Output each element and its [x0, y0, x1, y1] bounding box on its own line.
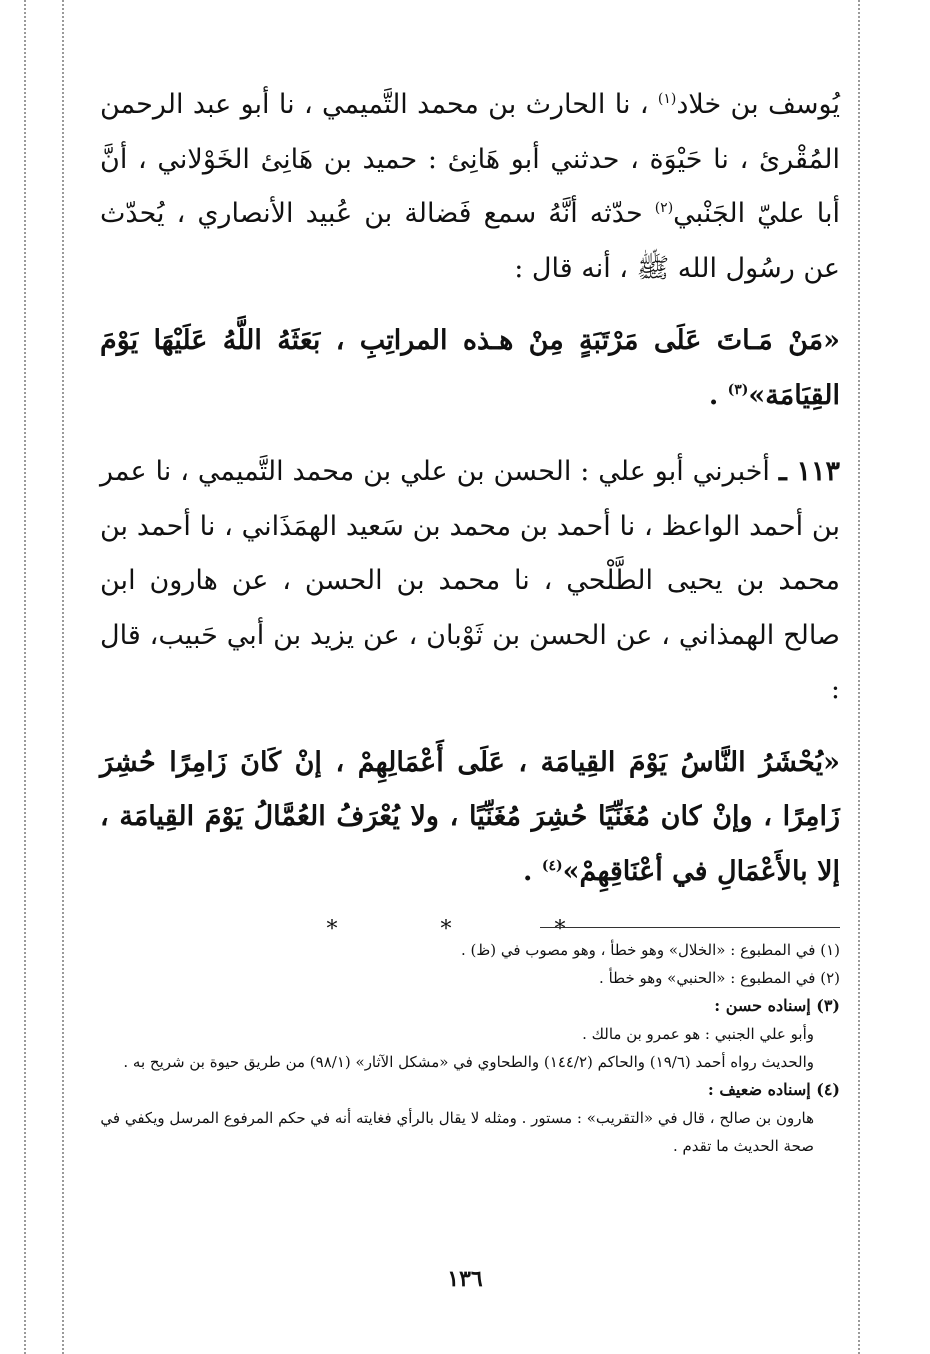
hadith2-text: «يُحْشَرُ النَّاسُ يَوْمَ القِيامَة ، عَلَى أَعْمَالِهِمْ ، إنْ كَانَ زَامِرًا حُشِرَ زَامِرًا ، وإنْ كان مُغَنِّيًا حُشِرَ مُغَنِّيًا ، ولا يُعْرَفُ العُمَّالُ يَوْمَ القِيامَة ، إلا بالأَعْمَالِ في أعْنَاقِهِمْ» — [100, 746, 840, 887]
para1-text-c: حدّثه أنَّهُ سمع فَضالة بن عُبيد الأنصاري ، يُحدّث عن رسُول الله ﷺ ، أنه قال : — [100, 198, 840, 284]
footnote-3-line-1: وأبو علي الجنبي : هو عمرو بن مالك . — [582, 1025, 814, 1043]
hadith-number: ١١٣ ـ — [778, 456, 841, 487]
para2-text: أخبرني أبو علي : الحسن بن علي بن محمد التَّميمي ، نا عمر بن أحمد الواعظ ، نا أحمد بن محمد بن سَعيد الهمَذَاني ، نا أحمد بن محمد بن يحيى الطَّلْحي ، نا محمد بن الحسن ، عن هارون ابن صالح الهمذاني ، عن الحسن بن ثَوْبان ، عن يزيد بن أبي حَبيب، قال : — [100, 456, 840, 705]
footnote-4-heading: (٤) إسناده ضعيف : — [707, 1080, 840, 1099]
hadith1-end: . — [708, 379, 728, 411]
isnad-paragraph-1 — [100, 78, 840, 296]
hadith2-end: . — [523, 855, 542, 887]
scan-margin-line-inner — [62, 0, 64, 1354]
hadith-text-2 — [100, 736, 840, 900]
footnotes — [100, 936, 840, 1160]
footnote-ref-2: (٢) — [654, 200, 674, 216]
footnote-rule — [540, 927, 840, 928]
para1-text-a: يُوسف بن خلاد — [676, 89, 840, 120]
section-separator: * * * — [326, 917, 614, 942]
footnote-3-line-2: والحديث رواه أحمد (١٩/٦) والحاكم (١٤٤/٢) والطحاوي في «مشكل الآثار» (٩٨/١) من طريق حيوة بن شريح به . — [123, 1053, 814, 1071]
scan-margin-line-left — [24, 0, 26, 1354]
hadith-text-1 — [100, 314, 840, 423]
para1-text-b: ، نا الحارث بن محمد التَّميمي ، نا أبو عبد الرحمن المُقْرئ ، نا حَيْوَة ، حدثني أبو هَانِئ : حميد بن هَانِئ الخَوْلاني ، أنَّ أبا عليّ الجَنْبي — [100, 89, 841, 229]
footnote-1: (١) في المطبوع : «الخلال» وهو خطأ ، وهو مصوب في (ظ) . — [460, 941, 840, 959]
footnote-4-line-1: هارون بن صالح ، قال في «التقريب» : مستور . ومثله لا يقال بالرأي فغايته أنه في حكم المرفوع المرسل ويكفي في صحة الحديث ما تقدم . — [100, 1109, 814, 1155]
isnad-paragraph-2 — [100, 445, 840, 718]
hadith1-text: «مَنْ مَـاتَ عَلَى مَرْتَبَةٍ مِنْ هـذه المراتِبِ ، بَعَثَهُ اللَّهُ عَلَيْهَا يَوْمَ القِيَامَة» — [100, 325, 840, 411]
footnote-2: (٢) في المطبوع : «الحنبي» وهو خطأ . — [599, 969, 840, 987]
footnote-3-heading: (٣) إسناده حسن : — [714, 996, 840, 1015]
footnote-ref-1: (١) — [657, 91, 677, 107]
footnote-ref-4: (٤) — [541, 857, 563, 874]
main-text — [100, 78, 840, 942]
footnote-ref-3: (٣) — [727, 381, 749, 398]
scan-margin-line-right — [858, 0, 860, 1354]
page-number: ١٣٦ — [447, 1266, 483, 1292]
